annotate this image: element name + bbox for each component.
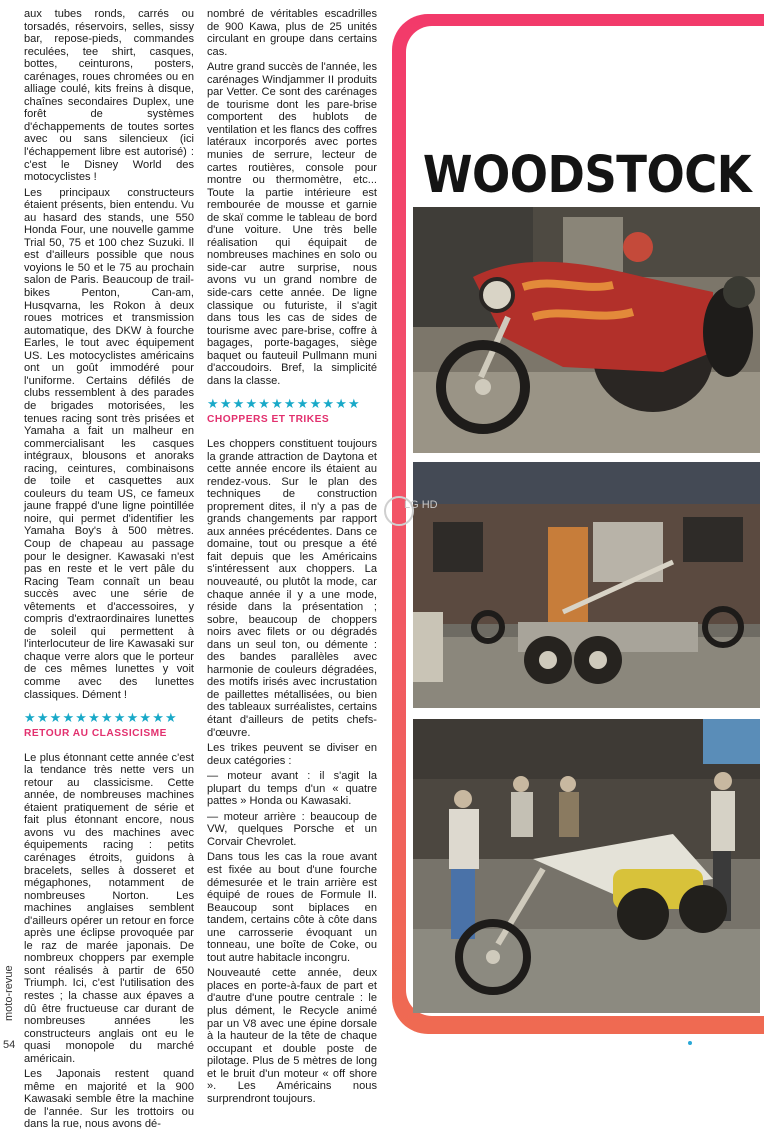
paragraph: Le plus étonnant cette année c'est la tendance très nette vers un retour au classicisme. Cette année, de nombreuses machines étaient pratiquement de série et fait plus étonnant encore, nous avons vu des machines avec équipements racing : petits carénages étroits, guidons à bracelets, selles à dosseret et mégaphones, notamment de nombreuses Norton. Les machines anglaises semblent d'ailleurs opérer un retour en force après une éclipse provoquée par le raz de marée japonais. De nombreux choppers par exemple sont réalisés à partir de 650 Triumph. Ici, c'est l'utilisation des restes ; la chasse aux épaves a dû être fructueuse car durant de nombreuses années les constructeurs anglais ont eu le quasi monopole du marché américain. (24, 751, 194, 1065)
paragraph: Autre grand succès de l'année, les carénages Windjammer II produits par Vetter. Ce sont des carénages de tourisme dont les pare-brise comportent des hublots de ventilation et les flancs des coffres latéraux incorporés avec portes munies de serrure, lecteur de cartes routières, console pour montre ou thermomètre, etc... Toute la partie intérieure est rembourée de mousse et garnie de skaï comme le tableau de bord d'une voiture. Une très belle réalisation qui équipait de nombreuses machines en solo ou side-car autre surprise, nous avons vu un grand nombre de side-cars cette année. De ligne classique ou futuriste, il s'agit dans tous les cas de sides de tourisme avec pare-brise, coffre à bagages, porte-bagages, siège baquet ou fauteuil Pullmann muni d'accoudoirs. Bref, la simplicité dans la classe. (207, 61, 377, 387)
photo-tall-chopper (413, 462, 760, 708)
paragraph: Dans tous les cas la roue avant est fixée au bout d'une fourche démesurée et le train arrière est équipé de roues de Formule II. Beaucoup sont biplaces en tandem, certains côte à côte dans une carrosserie évoquant un tonneau, une boîte de Coke, ou tout autre habitacle incongru. (207, 851, 377, 964)
paragraph: Les principaux constructeurs étaient présents, bien entendu. Vu au hasard des stands, une 550 Honda Four, une nouvelle gamme Trial 50, 75 et 100 chez Suzuki. Il est d'ailleurs possible que nous voyions le 50 et le 75 au prochain salon de Paris. Beaucoup de trail-bikes Penton, Can-am, Husqvarna, les Rokon à deux roues motrices et transmission automatique, des DKW à fourche Earles, le tout avec équipement US. Les motocyclistes américains ont un goût immodéré pour l'uniforme. Certains défilés de clubs ressemblent à des parades de brigades motorisées, les tenues racing sont très prisées et Yamaha a fait un malheur en commercialisant les casques intégraux, blousons et anoraks racing, ceintures, combinaisons de toile et casquettes aux couleurs du team US, ce fameux jaune frappé d'une ligne pointillée noire, qui permet d'identifier les Yamaha Boy's à 500 mètres. Coup de chapeau au passage pour le designer. Kawasaki n'est pas en reste et le vert pâle du Racing Team connaît un beau succès avec une série de vêtements et d'accessoires, y compris d'extraordinaires lunettes de soleil qui permettent à l'interlocuteur de lire Kawasaki sur chaque verre alors que le porteur de ces mêmes lunettes y voit comme avec des lunettes classiques. Dément ! (24, 186, 194, 701)
section-heading: RETOUR AU CLASSICISME (24, 728, 167, 740)
decorative-dot (688, 1041, 692, 1045)
page-title: WOODSTOCK (422, 144, 752, 205)
paragraph: — moteur arrière : beaucoup de VW, quelques Porsche et un Corvair Chevrolet. (207, 810, 377, 848)
paragraph: — moteur avant : il s'agit la plupart du temps d'un « quatre pattes » Honda ou Kawasaki. (207, 770, 377, 808)
star-divider: ★★★★★★★★★★★★ (24, 710, 178, 726)
page-folio (3, 941, 17, 1051)
photo-trike-crowd (413, 719, 760, 1013)
paragraph: Les trikes peuvent se diviser en deux catégories : (207, 742, 377, 767)
section-heading: CHOPPERS ET TRIKES (207, 414, 330, 426)
paragraph: nombré de véritables escadrilles de 900 Kawa, plus de 25 unités circulant en groupe dans certains cas. (207, 8, 377, 58)
tall-chopper-image (413, 462, 760, 708)
magazine-name: moto-revue (3, 965, 15, 1021)
paragraph: Les Japonais restent quand même en majorité et la 900 Kawasaki semble être la machine de l'année. Sur les trottoirs ou dans la rue, nous avons dé- (24, 1068, 194, 1131)
paragraph: Nouveauté cette année, deux places en porte-à-faux de part et d'autre d'une poutre centrale : le plus dément, le Recycle animé par un V8 avec une épine dorsale à la hauteur de la tête de chaque occupant et double poste de pilotage. Plus de 5 mètres de long et le bruit d'un moteur « off shore ». Les Américains nous surprendront toujours. (207, 967, 377, 1105)
watermark-logo (382, 494, 438, 528)
watermark-text: LG HD (404, 499, 438, 511)
trike-crowd-image (413, 719, 760, 1013)
paragraph: Les choppers constituent toujours la grande attraction de Daytona et cette année encore ils étaient au rendez-vous. Sur le plan des techniques de construction proprement dites, il n'y a pas de grands changements par rapport aux années précédentes. Dans ce domaine, tout ou presque a été fait depuis que les Américains s'intéressent aux choppers. La nouveauté, ou plutôt la mode, car chaque année il y a une mode, réside dans la présentation ; sobre, beaucoup de choppers noirs avec filets or ou dégradés dans un seul ton, ou démente : des bandes parallèles avec harmonie de couleurs dégradées, des motifs irisés avec incrustation de paillettes métallisées, ou bien des tableaux surréalistes, certains étant d'ailleurs de petits chefs-d'œuvre. (207, 437, 377, 739)
article-column-1 (24, 8, 194, 1134)
flame-trike-image (413, 207, 760, 453)
page-number: 54 (3, 1039, 16, 1051)
star-divider: ★★★★★★★★★★★★ (207, 396, 361, 412)
photo-flame-trike (413, 207, 760, 453)
article-column-2 (207, 8, 377, 1108)
paragraph: aux tubes ronds, carrés ou torsadés, réservoirs, selles, sissy bar, repose-pieds, commandes reculées, tee shirt, casques, bottes, ceinturons, posters, carénages, roues chromées ou en alliage coulé, kits freins à disque, chaînes secondaires Duplex, une forêt de systèmes d'échappements de toutes sortes avec ou sans silencieux (ici l'échappement libre est autorisé) : c'est le Disney World des motocyclistes ! (24, 8, 194, 184)
